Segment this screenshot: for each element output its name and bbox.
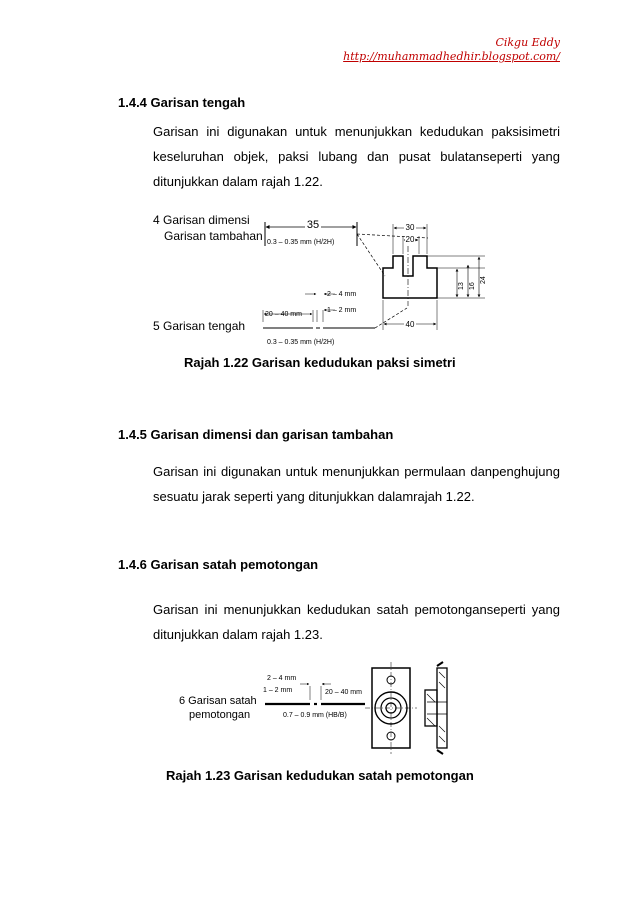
dim-35-label: 35 xyxy=(306,219,320,231)
label-garisan-tambahan: Garisan tambahan xyxy=(164,229,263,243)
dim-24-label: 24 xyxy=(480,276,487,284)
centre-line-sample xyxy=(263,291,407,346)
dash-20-40-label: 20 – 40 mm xyxy=(265,311,302,318)
figure-1-23-diagram xyxy=(175,660,475,755)
label-garisan-tengah: 5 Garisan tengah xyxy=(153,319,246,333)
gap-1-2-label: 1 – 2 mm xyxy=(327,307,357,314)
thickness-label-b: 0.7 – 0.9 mm (HB/B) xyxy=(283,712,347,719)
part-section-view xyxy=(425,662,447,754)
gap-1-2-label-b: 1 – 2 mm xyxy=(263,687,293,694)
section-heading-1-4-4: 1.4.4 Garisan tengah xyxy=(118,95,246,110)
dim-16-label: 16 xyxy=(469,282,476,290)
thickness-top-label: 0.3 – 0.35 mm (H/2H) xyxy=(267,239,335,246)
dim-13-label: 13 xyxy=(458,282,465,290)
header-url-link[interactable]: http://muhammadhedhir.blogspot.com/ xyxy=(343,50,560,63)
label-pemotongan: pemotongan xyxy=(189,709,251,721)
thickness-bottom-label: 0.3 – 0.35 mm (H/2H) xyxy=(267,339,335,346)
part-front-view xyxy=(365,662,417,754)
figure-1-23-caption: Rajah 1.23 Garisan kedudukan satah pemotongan xyxy=(166,768,474,783)
dim-20-label: 20 xyxy=(405,235,415,244)
label-garisan-satah: 6 Garisan satah xyxy=(179,695,257,707)
section-body-1-4-4: Garisan ini digunakan untuk menunjukkan kedudukan paksisimetri keseluruhan objek, paksi lubang dan pusat bulatanseperti yang ditunjukkan dalam rajah 1.22. xyxy=(153,124,560,189)
header-author: Cikgu Eddy xyxy=(495,36,560,49)
dim-30-label: 30 xyxy=(405,223,415,232)
gap-2-4-label: 2 – 4 mm xyxy=(327,291,357,298)
part-drawing xyxy=(383,222,487,330)
section-body-1-4-5: Garisan ini digunakan untuk menunjukkan permulaan danpenghujung sesuatu jarak seperti yang ditunjukkan dalamrajah 1.22. xyxy=(153,464,560,504)
dash-20-40-label-b: 20 – 40 mm xyxy=(325,689,362,696)
gap-2-4-label-b: 2 – 4 mm xyxy=(267,675,297,682)
cutting-plane-line-sample xyxy=(263,675,365,719)
figure-1-22-caption: Rajah 1.22 Garisan kedudukan paksi simetri xyxy=(184,355,456,370)
section-body-1-4-6: Garisan ini menunjukkan kedudukan satah pemotonganseperti yang ditunjukkan dalam rajah 1.23. xyxy=(153,602,560,642)
dim-40-label: 40 xyxy=(405,320,415,329)
figure-1-22-diagram xyxy=(145,210,505,350)
section-heading-1-4-5: 1.4.5 Garisan dimensi dan garisan tambahan xyxy=(118,427,394,442)
section-heading-1-4-6: 1.4.6 Garisan satah pemotongan xyxy=(118,557,319,572)
label-garisan-dimensi: 4 Garisan dimensi xyxy=(153,213,250,227)
